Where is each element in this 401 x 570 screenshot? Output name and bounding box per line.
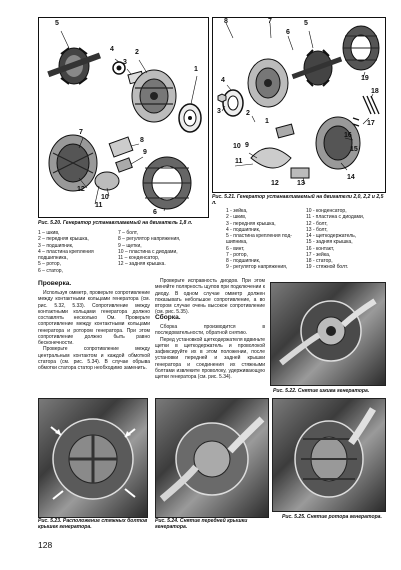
callout-10: 10 [101,194,109,201]
photo-figure-5-25 [272,398,386,512]
callout-5: 5 [304,20,308,27]
callout-9: 9 [143,149,147,156]
stator-drawing-2 [343,26,379,70]
legend-item: 8 – регулятор напряжения, [118,236,181,243]
legend-item: 12 – задняя крышка. [118,261,166,268]
callout-1: 1 [265,118,269,125]
check-paragraph-3: Проверьте исправность диодов. При этом меняйте полярность щупов при подключении к диоду. В одном случае омметр должен показывать небольшое сопротивление, а во втором случае очень высокое сопротивление (см. рис. 5.35). [155,278,265,316]
callout-3: 3 [123,59,127,66]
pulley-drawing [179,104,201,132]
page-number: 128 [38,540,53,550]
legend-item: 1 – шкив, [38,230,60,236]
callout-6: 6 [153,209,157,216]
legend-item: 15 - задняя крышка, [306,239,353,246]
legend-item: 10 – пластина с диодами, [118,248,178,255]
figure-5-20-legend-col1 [38,230,114,274]
check-text-col1 [38,290,150,371]
figure-5-24-caption: Рис. 5.24. Снятие передней крышки генератора. [155,518,248,531]
assembly-text [155,324,265,380]
callout-9: 9 [245,142,249,149]
legend-item: 13 - болт, [306,226,328,233]
callout-12: 12 [77,186,85,193]
figure-5-20 [38,17,209,218]
legend-item: 2 - шкив, [226,214,247,221]
assembly-paragraph-2: Перед установкой щеткодержателя вдвиньте щетки в щеткодержатель и проволокой зафиксируйте их в этом положении, после установки передней и задней крышки генератора и соединения их стяжными болтами извлеките проволоку, удерживающую щетки генератора (см. рис. 5.34). [155,336,265,380]
check-paragraph-1: Используя омметр, проверьте сопротивление между контактными кольцами генератора (см. рис. 5.32, 5.33). Сопротивление между контактными кольцами генератора должно составлять несколько Ом. Проверьте сопротивление между контактными кольцами генератора и ротором генератора. При этом сопротивление должно быть равно бесконечности. [38,290,150,346]
callout-8: 8 [224,18,228,25]
figure-5-20-legend-col2 [118,230,210,268]
legend-item: 3 – подшипник, [38,242,74,249]
legend-item: 9 – щетки, [118,242,142,249]
stator-drawing [143,157,191,209]
callout-11: 11 [95,202,103,209]
check-heading: Проверка. [38,280,72,287]
callout-11: 11 [235,158,243,165]
legend-item: 1 - зейка, [226,208,248,214]
callout-13: 13 [297,180,305,187]
figure-5-20-caption: Рис. 5.20. Генератор устанавливаемый на двигатель 1,8 л. [38,220,193,226]
figure-5-22-caption: Рис. 5.22. Снятие шкива генератора. [273,388,370,394]
legend-item: 6 - винт, [226,245,245,252]
figure-5-21-legend-col1 [226,208,306,271]
legend-item: 17 - зейка, [306,251,331,258]
callout-3: 3 [217,108,221,115]
legend-item: шипника, [226,239,248,246]
callout-18: 18 [371,88,379,95]
callout-6: 6 [286,29,290,36]
legend-item: 8 - подшипник, [226,258,261,264]
check-text-col2 [155,278,265,316]
legend-item: 3 - передняя крышка, [226,220,276,227]
assembly-paragraph-1: Сборка производится в последовательности, обратной снятию. [155,324,265,337]
rear-cover-drawing [49,135,97,191]
rotor-drawing [47,48,101,84]
photo-figure-5-23 [38,398,148,518]
figure-5-23-caption: Рис. 5.23. Расположение стяжных болтов крышек генератора. [38,518,148,531]
callout-1: 1 [194,66,198,73]
legend-item: 11 – конденсатор, [118,255,160,261]
callout-17: 17 [367,120,375,127]
callout-12: 12 [271,180,279,187]
legend-item: 4 - подшипник, [226,226,261,233]
callout-7: 7 [79,129,83,136]
legend-item: 5 - пластина крепления под- [226,233,292,239]
callout-10: 10 [233,143,241,150]
figure-5-21 [212,17,386,193]
alternator-exploded-drawing-2 [213,18,385,192]
callout-16: 16 [344,132,352,139]
front-cover-drawing-2 [248,59,288,107]
photo-figure-5-24 [155,398,269,518]
callout-7: 7 [268,18,272,25]
callout-19: 19 [361,75,369,82]
legend-item: 6 – статор, [38,267,63,274]
callout-4: 4 [221,77,225,84]
legend-item: 7 - ротор, [226,251,248,258]
callout-4: 4 [110,46,114,53]
legend-item: 14 - щеткодержатель, [306,233,357,239]
callout-15: 15 [350,146,358,153]
assembly-heading: Сборка. [155,314,181,321]
legend-item: 5 – ротор, [38,261,61,268]
legend-item: 7 – болт, [118,230,138,236]
photo-figure-5-22 [270,282,386,386]
front-cover-drawing [132,70,176,122]
legend-item: 10 - конденсатор, [306,208,347,214]
check-paragraph-2: Проверьте сопротивление между центральным контактом и каждой обмоткой статора (см. рис. 5.34). В случае обрыва обмотки статора статор необходимо заменить. [38,346,150,371]
legend-item: 11 - пластина с диодами, [306,214,365,221]
figure-5-21-legend-col2 [306,208,386,271]
callout-2: 2 [246,110,250,117]
legend-item: 18 - статор, [306,258,333,264]
callout-14: 14 [347,174,355,181]
callout-8: 8 [140,137,144,144]
callout-2: 2 [135,49,139,56]
legend-item: 12 - болт, [306,220,328,227]
figure-5-25-caption: Рис. 5.25. Снятие ротора генератора. [282,514,382,520]
callout-5: 5 [55,20,59,27]
rotor-drawing-2 [292,50,343,86]
legend-item: 4 – пластина крепления подшипника, [38,248,94,261]
legend-item: 9 - регулятор напряжения, [226,264,288,271]
alternator-exploded-drawing [39,18,208,217]
legend-item: 19 - стяжной болт. [306,264,349,271]
figure-5-21-caption: Рис. 5.21. Генератор устанавливаемый на двигатели 2,0, 2,2 и 2,5 л. [212,194,384,207]
legend-item: 16 - контакт, [306,245,335,252]
legend-item: 2 – передняя крышка, [38,236,89,243]
